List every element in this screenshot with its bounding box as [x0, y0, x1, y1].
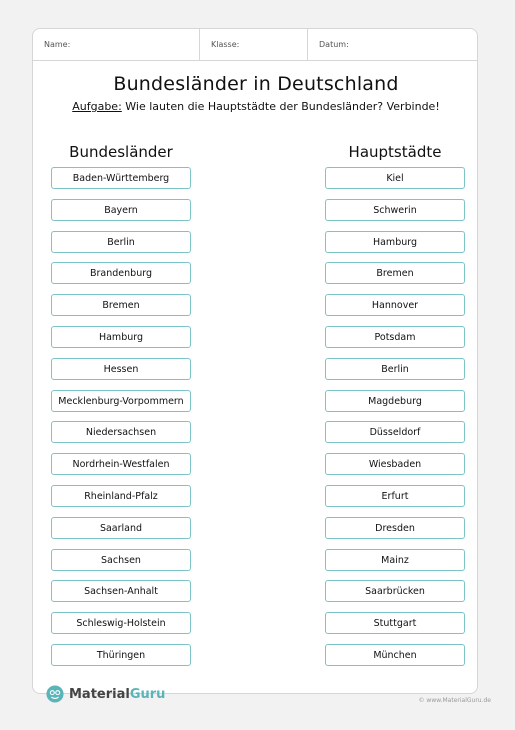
logo-text-material: Material: [69, 686, 130, 702]
date-field[interactable]: [307, 29, 477, 60]
capital-box[interactable]: Erfurt: [325, 485, 465, 507]
capital-box[interactable]: Hannover: [325, 294, 465, 316]
state-box[interactable]: Hamburg: [51, 326, 191, 348]
materialguru-logo: [46, 683, 165, 705]
task-label: Aufgabe:: [72, 100, 122, 113]
state-box[interactable]: Mecklenburg-Vorpommern: [51, 390, 191, 412]
header-row: [33, 29, 477, 61]
capital-box[interactable]: Kiel: [325, 167, 465, 189]
name-field[interactable]: [33, 29, 199, 60]
state-box[interactable]: Sachsen-Anhalt: [51, 580, 191, 602]
state-box[interactable]: Sachsen: [51, 549, 191, 571]
capital-box[interactable]: Hamburg: [325, 231, 465, 253]
copyright-text: © www.MaterialGuru.de: [418, 697, 491, 704]
capital-box[interactable]: Potsdam: [325, 326, 465, 348]
states-heading: Bundesländer: [69, 143, 173, 161]
state-box[interactable]: Hessen: [51, 358, 191, 380]
logo-text-guru: Guru: [129, 686, 166, 702]
worksheet: [32, 28, 478, 694]
state-box[interactable]: Niedersachsen: [51, 421, 191, 443]
state-box[interactable]: Bremen: [51, 294, 191, 316]
capital-box[interactable]: Wiesbaden: [325, 453, 465, 475]
page-title: Bundesländer in Deutschland: [113, 73, 399, 95]
task-instruction: [33, 100, 479, 113]
capital-box[interactable]: Magdeburg: [325, 390, 465, 412]
state-box[interactable]: Brandenburg: [51, 262, 191, 284]
capital-box[interactable]: Mainz: [325, 549, 465, 571]
capital-box[interactable]: Schwerin: [325, 199, 465, 221]
states-list: [51, 167, 191, 676]
state-box[interactable]: Rheinland-Pfalz: [51, 485, 191, 507]
capitals-heading: Hauptstädte: [348, 143, 442, 161]
class-label: Klasse:: [211, 40, 240, 49]
name-label: Name:: [44, 40, 71, 49]
capital-box[interactable]: Dresden: [325, 517, 465, 539]
state-box[interactable]: Saarland: [51, 517, 191, 539]
date-label: Datum:: [319, 40, 349, 49]
capital-box[interactable]: Saarbrücken: [325, 580, 465, 602]
state-box[interactable]: Bayern: [51, 199, 191, 221]
capitals-list: [325, 167, 465, 676]
capital-box[interactable]: Bremen: [325, 262, 465, 284]
state-box[interactable]: Baden-Württemberg: [51, 167, 191, 189]
capital-box[interactable]: München: [325, 644, 465, 666]
task-text: Wie lauten die Hauptstädte der Bundesländer? Verbinde!: [121, 100, 440, 113]
class-field[interactable]: [199, 29, 307, 60]
state-box[interactable]: Nordrhein-Westfalen: [51, 453, 191, 475]
capital-box[interactable]: Düsseldorf: [325, 421, 465, 443]
state-box[interactable]: Thüringen: [51, 644, 191, 666]
state-box[interactable]: Schleswig-Holstein: [51, 612, 191, 634]
capital-box[interactable]: Berlin: [325, 358, 465, 380]
state-box[interactable]: Berlin: [51, 231, 191, 253]
guru-face-icon: [46, 685, 64, 703]
capital-box[interactable]: Stuttgart: [325, 612, 465, 634]
